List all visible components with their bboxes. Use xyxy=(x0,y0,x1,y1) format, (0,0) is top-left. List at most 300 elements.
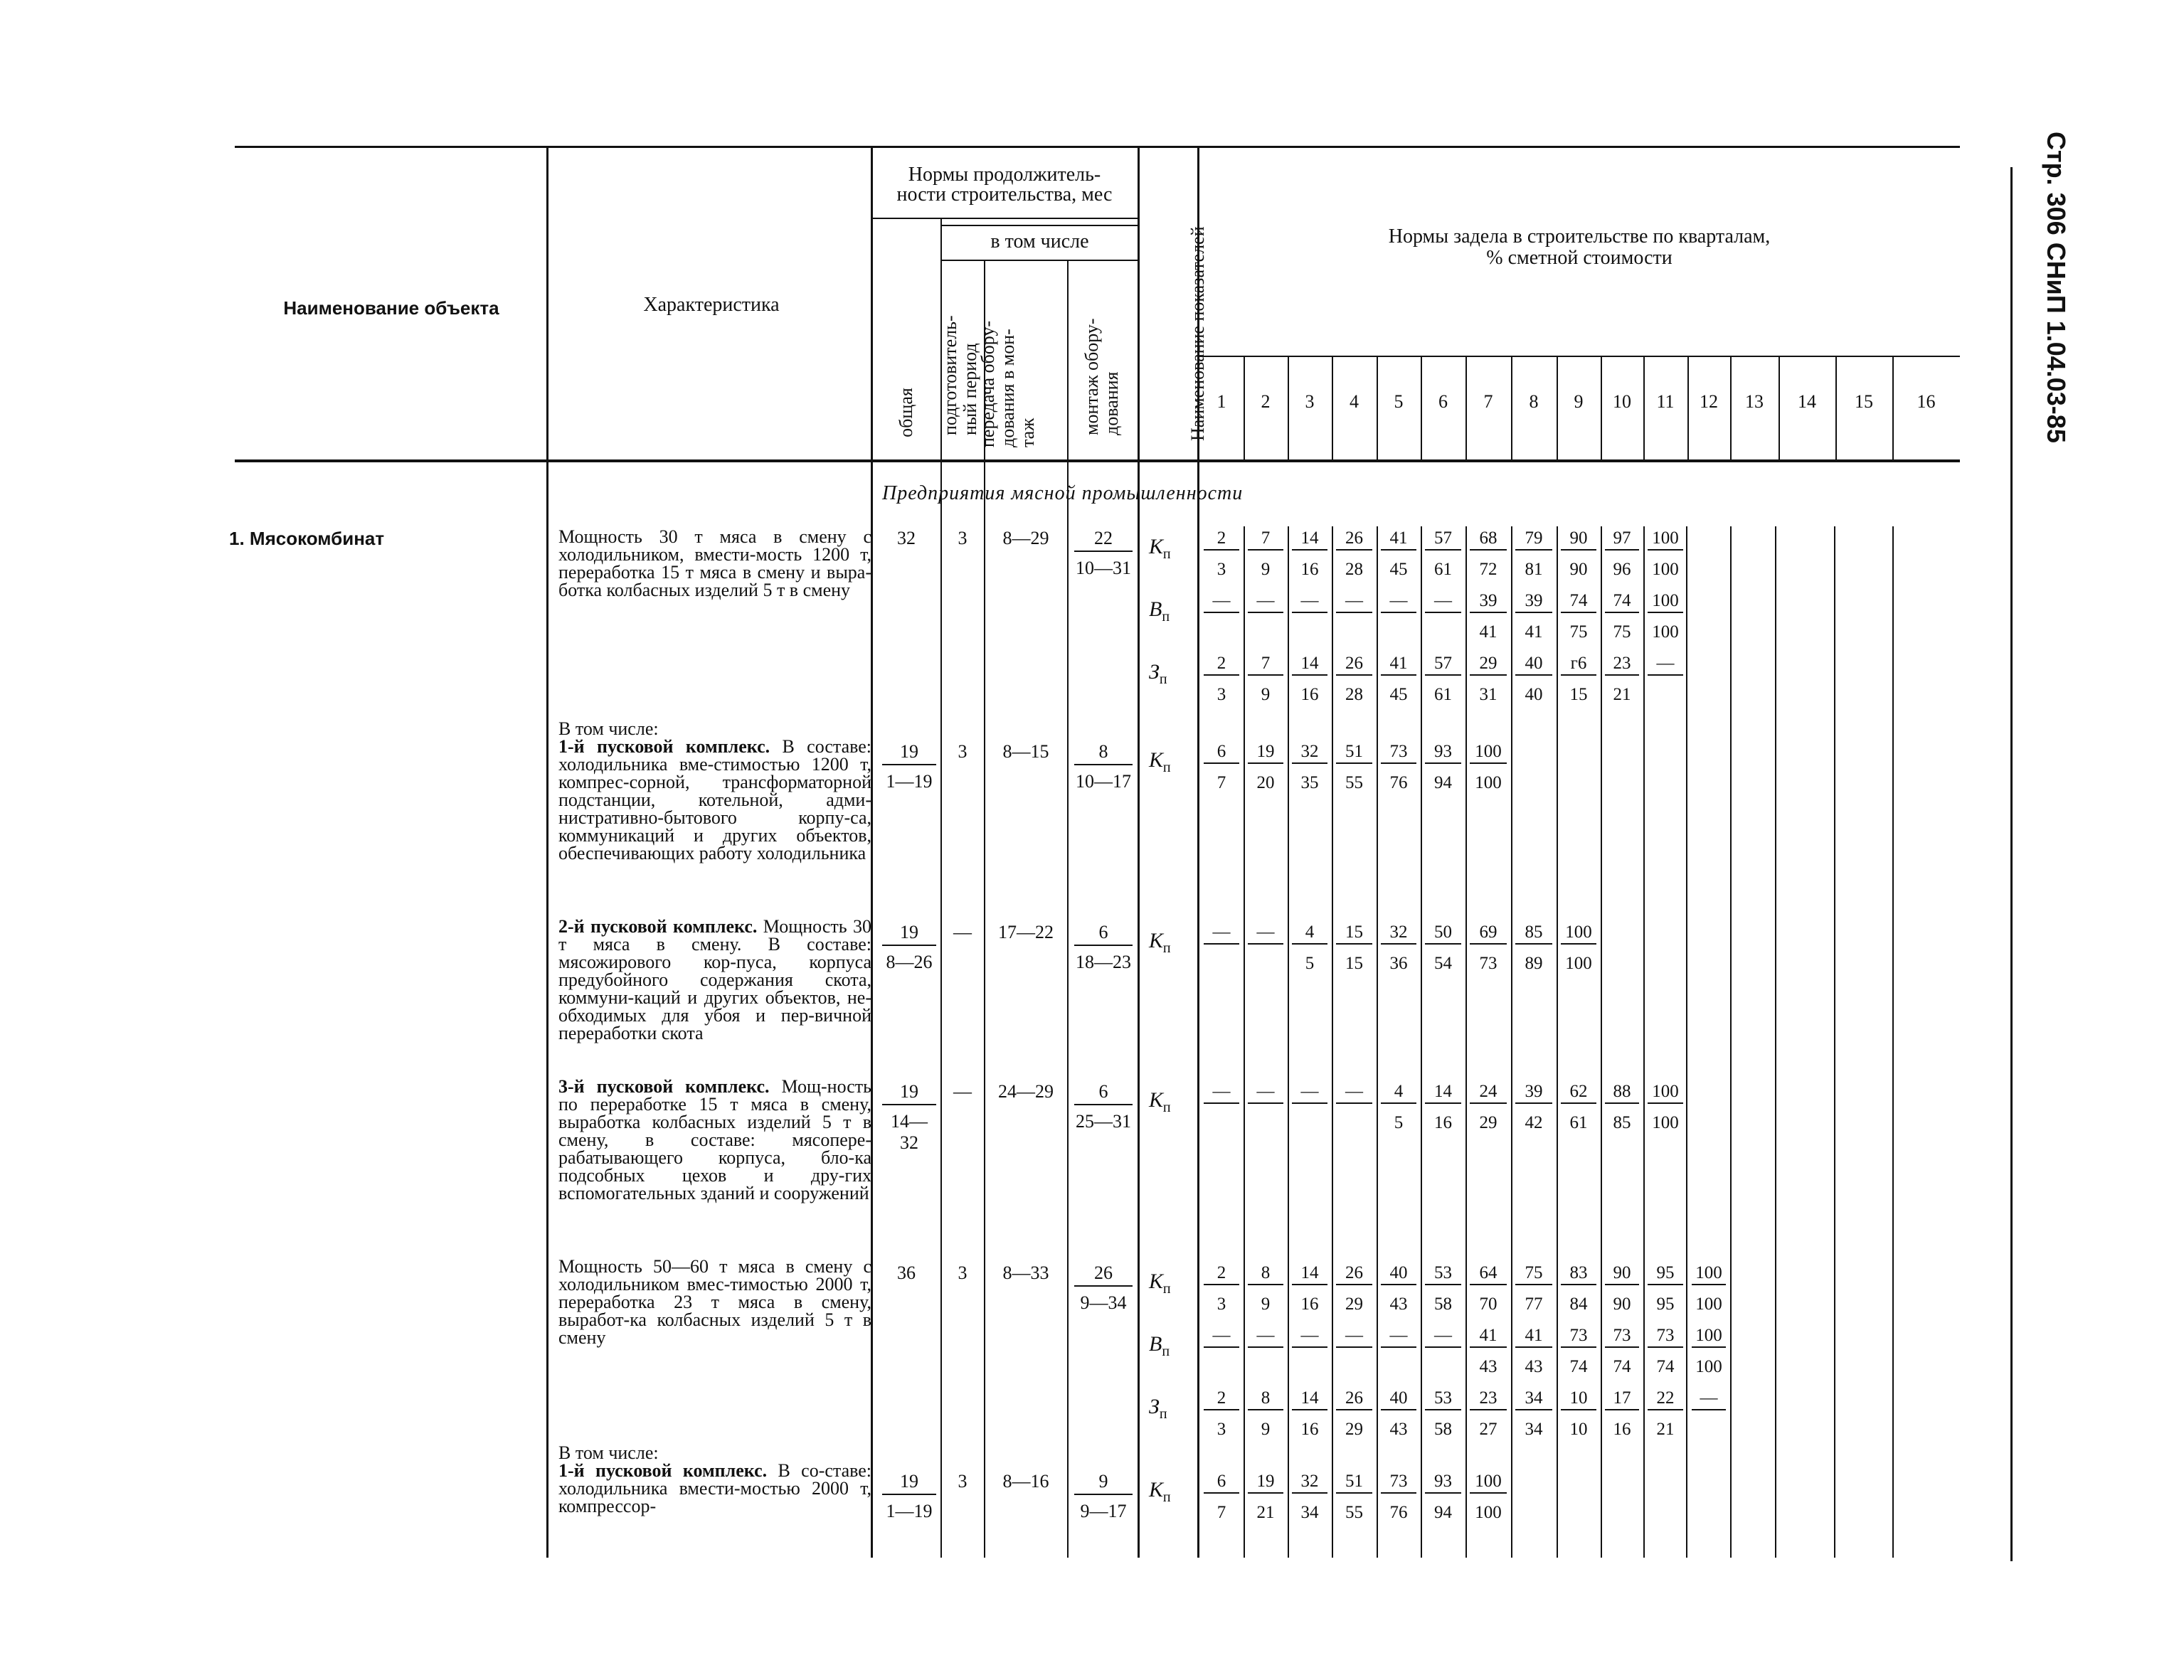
quarter-value-top: 41 xyxy=(1381,528,1416,551)
quarter-sep-body xyxy=(1643,526,1645,1558)
duration-total-value: 19 xyxy=(882,922,936,946)
quarter-value-top: 41 xyxy=(1470,1325,1507,1348)
header-transfer: передача обору- дования в мон- таж xyxy=(977,320,1038,447)
quarter-value-bottom: 5 xyxy=(1394,1113,1404,1132)
quarter-value-bottom: 90 xyxy=(1613,1294,1631,1314)
duration-mount xyxy=(1074,1262,1133,1314)
quarter-value-bottom: 29 xyxy=(1479,1113,1497,1132)
duration-total xyxy=(882,1471,936,1522)
header-zadel-text: Нормы задела в строительстве по кварталам, % сметной стоимости xyxy=(1388,225,1771,269)
quarter-value-top: — xyxy=(1381,590,1416,613)
quarter-value-top: 68 xyxy=(1470,528,1507,551)
header-duration-text: Нормы продолжитель- ности строительства, мес xyxy=(896,164,1113,206)
characteristic-text: Мощность 50—60 т мяса в смену с холодильником вмес-тимостью 2000 т, переработка 23 т мяса в смену, выработ-ка колбасных изделий 5 т в смену xyxy=(558,1256,871,1348)
quarter-value-bottom: 90 xyxy=(1569,560,1588,579)
quarter-value-bottom: 28 xyxy=(1345,560,1363,579)
quarter-value-top: 100 xyxy=(1692,1262,1726,1285)
indicator-letter: К xyxy=(1149,929,1163,952)
quarter-value-bottom: 9 xyxy=(1261,1294,1271,1314)
indicator-label xyxy=(1149,929,1171,957)
quarter-value-top: 100 xyxy=(1648,1081,1683,1104)
right-border-line xyxy=(2010,167,2013,1561)
quarter-value-top: 2 xyxy=(1204,528,1239,551)
quarter-value-bottom: 42 xyxy=(1525,1113,1543,1132)
duration-prep: 3 xyxy=(958,1471,968,1492)
quarter-value-top: — xyxy=(1336,1325,1372,1348)
quarter-value-bottom: 16 xyxy=(1613,1420,1631,1439)
characteristic-text: Мощность 30 т мяса в смену с холодильником, вмести-мость 1200 т, переработка 15 т мяса в смену и выра-ботка колбасных изделий 5 т в смену xyxy=(558,526,871,600)
indicator-letter: К xyxy=(1149,748,1163,772)
quarter-value-bottom: 54 xyxy=(1434,954,1452,973)
quarter-value-top: 14 xyxy=(1425,1081,1461,1104)
duration-transfer: 8—15 xyxy=(1002,741,1049,762)
indicator-label xyxy=(1149,660,1167,688)
quarter-value-bottom: 7 xyxy=(1216,1503,1226,1522)
col-sep-ind xyxy=(1138,146,1140,1558)
duration-total-value: 19 xyxy=(882,1471,936,1495)
quarter-sep-header xyxy=(1557,357,1558,459)
quarter-value-top: 40 xyxy=(1515,653,1552,676)
quarter-value-bottom: 16 xyxy=(1300,685,1319,704)
quarter-value-top: 39 xyxy=(1515,1081,1552,1104)
quarter-header-9: 9 xyxy=(1574,391,1584,412)
characteristic-intro: В том числе: xyxy=(558,1442,659,1463)
object-name: 1. Мясокомбинат xyxy=(229,528,385,549)
indicator-sub: п xyxy=(1162,760,1171,775)
indicator-sub: п xyxy=(1159,671,1167,687)
quarter-value-bottom: 96 xyxy=(1613,560,1631,579)
quarter-value-top: 40 xyxy=(1381,1262,1416,1285)
quarter-header-13: 13 xyxy=(1745,391,1764,412)
page-side-label: Стр. 306 СНиП 1.04.03-85 xyxy=(2042,132,2071,443)
quarter-value-top: 2 xyxy=(1204,1262,1239,1285)
duration-prep: 3 xyxy=(958,741,968,762)
quarter-value-bottom: 21 xyxy=(1656,1420,1675,1439)
quarter-value-top: 14 xyxy=(1292,653,1327,676)
indicator-label xyxy=(1149,1395,1167,1423)
quarter-value-top: 17 xyxy=(1605,1388,1639,1410)
incl-rule xyxy=(940,225,1138,226)
quarter-value-top: 90 xyxy=(1605,1262,1639,1285)
quarter-value-top: 8 xyxy=(1248,1262,1283,1285)
quarter-value-bottom: 9 xyxy=(1261,560,1271,579)
quarter-value-top: 34 xyxy=(1515,1388,1552,1410)
quarter-value-top: — xyxy=(1648,653,1683,676)
quarter-sep-header xyxy=(1332,357,1333,459)
quarter-sep-header xyxy=(1244,357,1245,459)
duration-mount xyxy=(1074,1471,1133,1522)
quarter-sep-body xyxy=(1244,526,1245,1558)
indicator-letter: З xyxy=(1149,660,1160,684)
quarter-value-top: 19 xyxy=(1248,741,1283,764)
quarter-value-bottom: 74 xyxy=(1569,1357,1588,1376)
duration-transfer: 8—16 xyxy=(1002,1471,1049,1492)
indicator-sub: п xyxy=(1159,1406,1167,1422)
quarter-value-top: 2 xyxy=(1204,1388,1239,1410)
duration-total: 32 xyxy=(897,528,916,548)
duration-mount-range: 25—31 xyxy=(1076,1111,1131,1132)
quarter-value-top: — xyxy=(1292,1325,1327,1348)
quarter-value-top: 57 xyxy=(1425,653,1461,676)
quarter-sep-header xyxy=(1779,357,1780,459)
col-sep-char xyxy=(546,146,548,1558)
quarter-sep-header xyxy=(1730,357,1732,459)
quarter-value-top: 6 xyxy=(1204,1471,1239,1494)
quarter-sep-body xyxy=(1421,526,1422,1558)
quarter-value-bottom: 43 xyxy=(1525,1357,1543,1376)
quarter-value-top: 79 xyxy=(1515,528,1552,551)
quarter-value-bottom: 45 xyxy=(1389,560,1408,579)
quarter-sep-body-right xyxy=(1686,526,1687,1558)
indicator-sub: п xyxy=(1162,546,1171,562)
quarter-value-top: 32 xyxy=(1292,1471,1327,1494)
quarter-header-15: 15 xyxy=(1855,391,1873,412)
quarter-value-bottom: 70 xyxy=(1479,1294,1497,1314)
quarter-value-top: 73 xyxy=(1648,1325,1683,1348)
quarter-value-top: 100 xyxy=(1692,1325,1726,1348)
quarter-value-top: 100 xyxy=(1648,590,1683,613)
characteristic-intro: В том числе: xyxy=(558,718,659,739)
quarter-value-top: 29 xyxy=(1470,653,1507,676)
indicator-sub: п xyxy=(1162,1281,1171,1297)
quarter-value-top: 85 xyxy=(1515,922,1552,945)
quarter-sep-header xyxy=(1421,357,1422,459)
quarter-value-bottom: 74 xyxy=(1656,1357,1675,1376)
duration-prep: — xyxy=(953,1081,972,1102)
quarter-value-bottom: 61 xyxy=(1434,685,1452,704)
quarter-value-bottom: 75 xyxy=(1569,622,1588,642)
indicator-sub: п xyxy=(1162,1344,1170,1359)
duration-transfer: 8—33 xyxy=(1002,1262,1049,1283)
quarter-value-top: — xyxy=(1692,1388,1726,1410)
quarter-value-top: 73 xyxy=(1561,1325,1596,1348)
quarter-sep-body xyxy=(1557,526,1558,1558)
quarter-value-bottom: 29 xyxy=(1345,1420,1363,1439)
quarter-value-bottom: 85 xyxy=(1613,1113,1631,1132)
quarter-sep-header xyxy=(1511,357,1512,459)
characteristic-text: Мощность 30 т мяса в смену. В составе: мясожирового кор-пуса, корпуса предубойного содержания скота, коммуни-каций и других объектов, не-обходимых для убоя и пер-вичной переработки скота xyxy=(558,916,872,1043)
duration-transfer: 8—29 xyxy=(1002,528,1049,548)
quarter-sep-header xyxy=(1601,357,1602,459)
quarter-value-top: 39 xyxy=(1470,590,1507,613)
quarter-value-top: 74 xyxy=(1605,590,1639,613)
quarter-value-top: 4 xyxy=(1381,1081,1416,1104)
quarter-value-top: 41 xyxy=(1381,653,1416,676)
duration-total-range: 14—32 xyxy=(891,1111,928,1153)
incl-bottom-rule xyxy=(940,260,1138,261)
duration-mount-value: 6 xyxy=(1074,922,1133,946)
duration-prep: 3 xyxy=(958,1262,968,1283)
quarter-header-5: 5 xyxy=(1394,391,1404,412)
quarter-value-bottom: 15 xyxy=(1569,685,1588,704)
duration-mount-range: 10—17 xyxy=(1076,771,1131,792)
quarter-sep-body xyxy=(1332,526,1333,1558)
header-top-rule xyxy=(235,146,1960,148)
indicator-letter: В xyxy=(1149,1332,1162,1356)
quarter-value-bottom: 89 xyxy=(1525,954,1543,973)
quarter-header-2: 2 xyxy=(1261,391,1271,412)
quarter-value-top: 95 xyxy=(1648,1262,1683,1285)
quarter-value-bottom: 29 xyxy=(1345,1294,1363,1314)
quarter-value-top: — xyxy=(1204,1325,1239,1348)
header-characteristic: Характеристика xyxy=(643,294,780,316)
duration-total: 36 xyxy=(897,1262,916,1283)
quarter-header-3: 3 xyxy=(1305,391,1315,412)
quarter-value-bottom: 75 xyxy=(1613,622,1631,642)
quarter-value-bottom: 43 xyxy=(1479,1357,1497,1376)
duration-prep: 3 xyxy=(958,528,968,548)
header-indicators: Наименование показателей xyxy=(1187,226,1208,441)
quarter-value-bottom: 94 xyxy=(1434,773,1452,792)
quarter-sep-body xyxy=(1288,526,1289,1558)
duration-mount xyxy=(1074,922,1133,973)
quarter-value-top: 10 xyxy=(1561,1388,1596,1410)
quarter-value-bottom: 20 xyxy=(1256,773,1275,792)
indicator-letter: В xyxy=(1149,597,1162,621)
quarter-value-bottom: 74 xyxy=(1613,1357,1631,1376)
duration-mount-range: 18—23 xyxy=(1076,952,1131,972)
quarter-value-bottom: 61 xyxy=(1434,560,1452,579)
quarter-value-top: 22 xyxy=(1648,1388,1683,1410)
quarter-sep-body xyxy=(1465,526,1467,1558)
quarter-value-bottom: 94 xyxy=(1434,1503,1452,1522)
quarter-value-top: — xyxy=(1248,922,1283,945)
quarter-value-bottom: 7 xyxy=(1216,773,1226,792)
quarter-value-top: — xyxy=(1248,1325,1283,1348)
duration-mount-value: 8 xyxy=(1074,741,1133,765)
quarter-header-10: 10 xyxy=(1613,391,1631,412)
quarter-value-top: 39 xyxy=(1515,590,1552,613)
quarter-value-top: 15 xyxy=(1336,922,1372,945)
quarter-value-top: 2 xyxy=(1204,653,1239,676)
indicator-label xyxy=(1149,1270,1171,1297)
complex-title: 2-й пусковой комплекс. xyxy=(558,916,763,937)
duration-mount-range: 9—34 xyxy=(1080,1292,1127,1313)
quarter-value-bottom: 55 xyxy=(1345,773,1363,792)
quarter-value-top: — xyxy=(1425,1325,1461,1348)
quarter-value-top: 75 xyxy=(1515,1262,1552,1285)
quarter-value-bottom: 45 xyxy=(1389,685,1408,704)
quarter-value-bottom: 76 xyxy=(1389,1503,1408,1522)
col-sep-transfer xyxy=(984,260,985,1558)
quarter-value-top: 62 xyxy=(1561,1081,1596,1104)
characteristic-text: В со-ставе: холодильника вмести-мостью 2000 т, компрессор- xyxy=(558,1460,872,1516)
quarter-value-bottom: 27 xyxy=(1479,1420,1497,1439)
quarter-value-top: — xyxy=(1292,590,1327,613)
duration-total xyxy=(882,741,936,792)
quarter-header-12: 12 xyxy=(1700,391,1718,412)
duration-total xyxy=(882,922,936,973)
quarter-value-top: 51 xyxy=(1336,741,1372,764)
quarter-value-top: — xyxy=(1248,590,1283,613)
quarter-value-top: 14 xyxy=(1292,528,1327,551)
indicator-label xyxy=(1149,535,1171,563)
duration-transfer: 24—29 xyxy=(998,1081,1054,1102)
quarter-value-bottom: 58 xyxy=(1434,1294,1452,1314)
characteristic-text: Мощ-ность по переработке 15 т мяса в смену, выработка колбасных изделий 5 т в смену, в составе: мясопере-рабатывающего корпуса, бло-ка подсобных цехов и дру-гих вспомогательных зданий и сооружений xyxy=(558,1076,871,1203)
quarter-value-top: 73 xyxy=(1381,741,1416,764)
quarter-value-top: 23 xyxy=(1605,653,1639,676)
quarter-value-top: 8 xyxy=(1248,1388,1283,1410)
indicator-sub: п xyxy=(1162,940,1171,956)
quarter-value-bottom: 100 xyxy=(1565,954,1592,973)
header-duration xyxy=(872,165,1137,205)
quarter-value-bottom: 61 xyxy=(1569,1113,1588,1132)
indicator-sub: п xyxy=(1162,1489,1171,1505)
duration-mount-value: 9 xyxy=(1074,1471,1133,1495)
quarter-value-bottom: 16 xyxy=(1300,1420,1319,1439)
section-title: Предприятия мясной промышленности xyxy=(882,482,1244,504)
quarter-sep-body xyxy=(1377,526,1378,1558)
quarter-value-bottom: 41 xyxy=(1525,622,1543,642)
quarter-value-top: 97 xyxy=(1605,528,1639,551)
duration-transfer: 17—22 xyxy=(998,922,1054,942)
quarter-value-bottom: 58 xyxy=(1434,1420,1452,1439)
quarter-value-bottom: 31 xyxy=(1479,685,1497,704)
duration-mount-range: 10—31 xyxy=(1076,558,1131,578)
header-bottom-rule xyxy=(235,459,1960,462)
quarter-value-bottom: 5 xyxy=(1305,954,1315,973)
quarter-value-bottom: 72 xyxy=(1479,560,1497,579)
header-prep: подготовитель- ный период xyxy=(940,315,980,435)
quarter-header-4: 4 xyxy=(1350,391,1359,412)
quarter-value-bottom: 100 xyxy=(1652,622,1679,642)
quarter-value-bottom: 10 xyxy=(1569,1420,1588,1439)
quarter-header-8: 8 xyxy=(1529,391,1539,412)
object-characteristic xyxy=(558,720,871,862)
indicator-label xyxy=(1149,1478,1171,1506)
quarter-value-top: 19 xyxy=(1248,1471,1283,1494)
quarter-value-top: — xyxy=(1381,1325,1416,1348)
characteristic-text: В составе: холодильника вме-стимостью 1200 т, компрес-сорной, трансформаторной подстанции, котельной, адми-нистративно-бытового корпу-са, коммуникаций и других объектов, обеспечивающих работу холодильника xyxy=(558,736,871,863)
duration-mount-value: 22 xyxy=(1074,528,1133,552)
quarter-value-bottom: 34 xyxy=(1300,1503,1319,1522)
quarter-value-bottom: 43 xyxy=(1389,1420,1408,1439)
quarter-value-bottom: 40 xyxy=(1525,685,1543,704)
quarter-value-top: 24 xyxy=(1470,1081,1507,1104)
quarter-value-bottom: 21 xyxy=(1256,1503,1275,1522)
quarter-value-top: — xyxy=(1204,590,1239,613)
duration-total-range: 1—19 xyxy=(886,771,933,792)
quarter-value-top: 51 xyxy=(1336,1471,1372,1494)
complex-title: 3-й пусковой комплекс. xyxy=(558,1076,782,1097)
quarter-value-top: 26 xyxy=(1336,1262,1372,1285)
quarter-value-top: 88 xyxy=(1605,1081,1639,1104)
quarter-value-bottom: 100 xyxy=(1475,773,1502,792)
duration-total-range: 8—26 xyxy=(886,952,933,972)
indicator-label xyxy=(1149,1088,1171,1116)
quarter-value-top: 4 xyxy=(1292,922,1327,945)
quarter-value-bottom: 35 xyxy=(1300,773,1319,792)
quarter-value-bottom: 81 xyxy=(1525,560,1543,579)
quarter-value-bottom: 34 xyxy=(1525,1420,1543,1439)
indicator-sub: п xyxy=(1162,1100,1171,1115)
quarter-sep-body-right xyxy=(1775,526,1776,1558)
quarter-value-bottom: 9 xyxy=(1261,1420,1271,1439)
quarter-value-bottom: 73 xyxy=(1479,954,1497,973)
quarter-sep-body xyxy=(1511,526,1512,1558)
quarter-value-bottom: 16 xyxy=(1434,1113,1452,1132)
quarter-value-top: 40 xyxy=(1381,1388,1416,1410)
quarter-sep-header xyxy=(1892,357,1894,459)
col-sep-mount xyxy=(1067,260,1069,1558)
quarter-value-bottom: 100 xyxy=(1695,1294,1722,1314)
quarter-value-bottom: 41 xyxy=(1479,622,1497,642)
duration-mount xyxy=(1074,528,1133,579)
quarter-value-bottom: 16 xyxy=(1300,1294,1319,1314)
quarter-value-bottom: 3 xyxy=(1216,1294,1226,1314)
quarter-sep-header xyxy=(1643,357,1645,459)
quarter-value-top: 69 xyxy=(1470,922,1507,945)
object-characteristic xyxy=(558,528,871,599)
quarter-value-top: 57 xyxy=(1425,528,1461,551)
quarter-value-bottom: 55 xyxy=(1345,1503,1363,1522)
object-characteristic xyxy=(558,1258,871,1346)
quarter-value-top: 7 xyxy=(1248,528,1283,551)
quarter-sep-header xyxy=(1288,357,1289,459)
indicator-label xyxy=(1149,748,1171,776)
duration-total-value: 19 xyxy=(882,1081,936,1105)
quarter-value-bottom: 77 xyxy=(1525,1294,1543,1314)
quarter-value-top: 100 xyxy=(1561,922,1596,945)
quarter-value-bottom: 84 xyxy=(1569,1294,1588,1314)
quarter-value-top: 64 xyxy=(1470,1262,1507,1285)
quarter-value-bottom: 3 xyxy=(1216,685,1226,704)
quarter-value-top: 74 xyxy=(1561,590,1596,613)
quarter-value-top: 73 xyxy=(1605,1325,1639,1348)
quarter-value-bottom: 9 xyxy=(1261,685,1271,704)
quarter-value-top: 53 xyxy=(1425,1262,1461,1285)
quarter-value-top: 53 xyxy=(1425,1388,1461,1410)
quarter-value-bottom: 16 xyxy=(1300,560,1319,579)
quarter-value-top: 26 xyxy=(1336,653,1372,676)
quarter-header-16: 16 xyxy=(1917,391,1936,412)
duration-mount xyxy=(1074,741,1133,792)
quarter-value-bottom: 95 xyxy=(1656,1294,1675,1314)
quarter-sep-body-right xyxy=(1892,526,1894,1558)
object-characteristic xyxy=(558,1444,871,1515)
quarter-value-bottom: 100 xyxy=(1695,1357,1722,1376)
quarter-value-top: 14 xyxy=(1292,1388,1327,1410)
object-characteristic xyxy=(558,918,871,1042)
header-object: Наименование объекта xyxy=(283,297,499,319)
quarter-value-bottom: 100 xyxy=(1652,1113,1679,1132)
duration-total-value: 19 xyxy=(882,741,936,765)
quarters-rule xyxy=(1197,356,1960,357)
quarter-value-top: 26 xyxy=(1336,528,1372,551)
indicator-sub: п xyxy=(1162,609,1170,624)
quarter-sep-body-right xyxy=(1834,526,1835,1558)
quarter-value-top: г6 xyxy=(1561,653,1596,676)
indicator-letter: З xyxy=(1149,1395,1160,1418)
quarter-header-7: 7 xyxy=(1483,391,1493,412)
duration-mount-value: 26 xyxy=(1074,1262,1133,1287)
quarter-value-top: 93 xyxy=(1425,1471,1461,1494)
quarter-value-top: 100 xyxy=(1648,528,1683,551)
quarter-header-6: 6 xyxy=(1438,391,1448,412)
quarter-value-top: 73 xyxy=(1381,1471,1416,1494)
quarter-value-bottom: 100 xyxy=(1475,1503,1502,1522)
quarter-value-bottom: 21 xyxy=(1613,685,1631,704)
quarter-value-top: 7 xyxy=(1248,653,1283,676)
quarter-value-top: 41 xyxy=(1515,1325,1552,1348)
quarter-value-top: — xyxy=(1336,1081,1372,1104)
quarter-header-1: 1 xyxy=(1216,391,1226,412)
quarter-value-top: 32 xyxy=(1381,922,1416,945)
dur-rule xyxy=(871,218,1138,219)
quarter-value-top: 14 xyxy=(1292,1262,1327,1285)
quarter-value-bottom: 3 xyxy=(1216,1420,1226,1439)
